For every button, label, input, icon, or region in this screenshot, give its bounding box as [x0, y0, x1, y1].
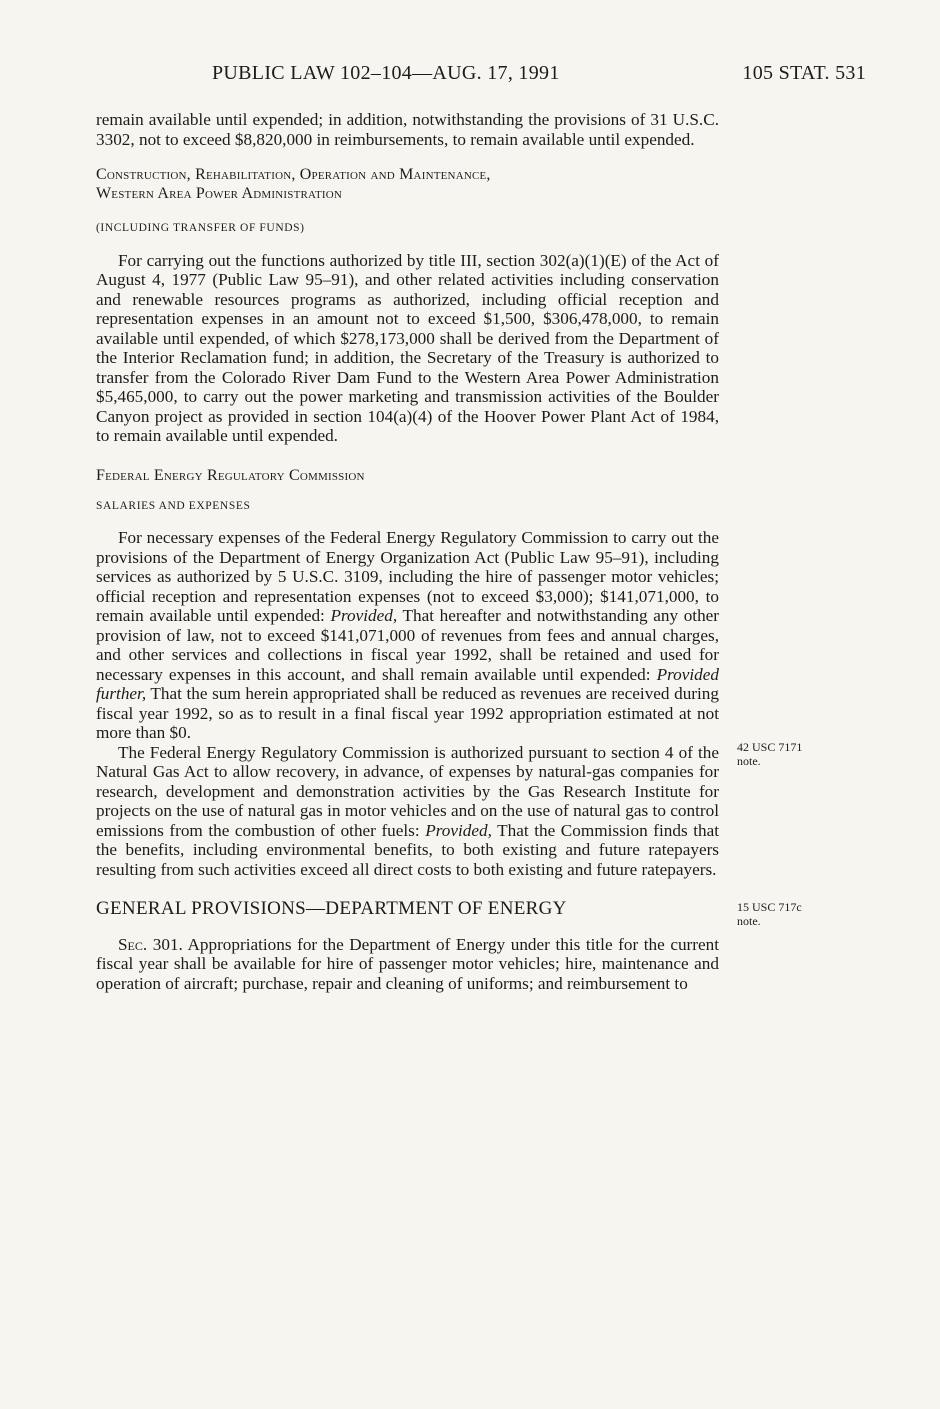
subheading-transfer-of-funds: (INCLUDING TRANSFER OF FUNDS) [96, 222, 305, 234]
section-label: Sec. 301. [118, 934, 183, 954]
margin-note-15-usc-717c [737, 900, 847, 928]
margin-note-42-usc-7171 [737, 740, 847, 768]
provided-term: Provided, [425, 820, 492, 840]
subheading-salaries: SALARIES AND EXPENSES [96, 499, 251, 512]
section-heading-wapa-line2: Western Area Power Administration [96, 185, 343, 202]
header-page-number: 105 STAT. 531 [742, 62, 866, 84]
ferc-text-c: That the sum herein appropriated shall be reduced as revenues are received during fiscal year 1992, so as to result in a final fiscal year 1992 appropriation estimated at not more than $0. [96, 684, 719, 742]
ferc-text-a: For necessary expenses of the Federal Energy Regulatory Commission to carry out the provisions of the Department of Energy Organization Act (Public Law 95–91), including services as authorized by 5 U.S.C. 3109, including the hire of passenger motor vehicles; official reception and representation expenses (not to exceed $3,000); $141,071,000, to remain available until expended: [96, 528, 719, 625]
gas-text-a: The Federal Energy Regulatory Commission is authorized pursuant to section 4 of the Natural Gas Act to allow recovery, in advance, of expenses by natural-gas companies for research, development and demonstration activities by the Gas Research Institute for projects on the use of natural gas in motor vehicles and on the use of natural gas to control emissions from the combustion of other fuels: [96, 742, 719, 840]
section-heading-general-provisions: GENERAL PROVISIONS—DEPARTMENT OF ENERGY [96, 898, 567, 919]
header-citation: PUBLIC LAW 102–104—AUG. 17, 1991 [212, 62, 560, 84]
margin-note-line: 15 USC 717c [737, 900, 802, 914]
margin-note-line: note. [737, 914, 761, 928]
sec-301-text: Appropriations for the Department of Energy under this title for the current fiscal year shall be available for hire of passenger motor vehicles; hire, maintenance and operation of aircraft; purchase, repair and cleaning of uniforms; and reimbursement to [96, 934, 719, 993]
paragraph-sec-301 [96, 935, 719, 994]
running-header [96, 62, 866, 92]
paragraph-gas-research [96, 743, 719, 880]
section-heading-wapa-line1: Construction, Rehabilitation, Operation and Maintenance, [96, 166, 491, 183]
provided-term: Provided, [330, 606, 398, 625]
paragraph-ferc [96, 528, 719, 743]
main-text-column [96, 110, 719, 993]
ferc-text-b: That hereafter and notwithstanding any other provision of law, not to exceed $141,071,000 of revenues from fees and annual charges, and other services and collections in fiscal year 1992, shall be retained and used for necessary expenses in this account, and shall remain available until expended: [96, 606, 720, 684]
margin-note-line: 42 USC 7171 [737, 740, 803, 754]
section-heading-ferc: Federal Energy Regulatory Commission [96, 466, 365, 484]
paragraph-continued: remain available until expended; in addition, notwithstanding the provisions of 31 U.S.C. 3302, not to exceed $8,820,000 in reimbursements, to remain available until expended. [96, 110, 719, 149]
provided-further-term: Provided further, [96, 664, 719, 703]
gas-text-b: That the Commission finds that the benefits, including environmental benefits, to both existing and future ratepayers resulting from such activities exceed all direct costs to both existing and future ratepayers. [96, 820, 720, 879]
paragraph-wapa: For carrying out the functions authorized by title III, section 302(a)(1)(E) of the Act of August 4, 1977 (Public Law 95–91), and other related activities including conservation and renewable resources programs as authorized, including official reception and representation expenses in an amount not to exceed $1,500, $306,478,000, to remain available until expended, of which $278,173,000 shall be derived from the Department of the Interior Reclamation fund; in addition, the Secretary of the Treasury is authorized to transfer from the Colorado River Dam Fund to the Western Area Power Administration $5,465,000, to carry out the power marketing and transmission activities of the Boulder Canyon project as provided in section 104(a)(4) of the Hoover Power Plant Act of 1984, to remain available until expended. [96, 250, 719, 445]
margin-note-line: note. [737, 754, 761, 768]
